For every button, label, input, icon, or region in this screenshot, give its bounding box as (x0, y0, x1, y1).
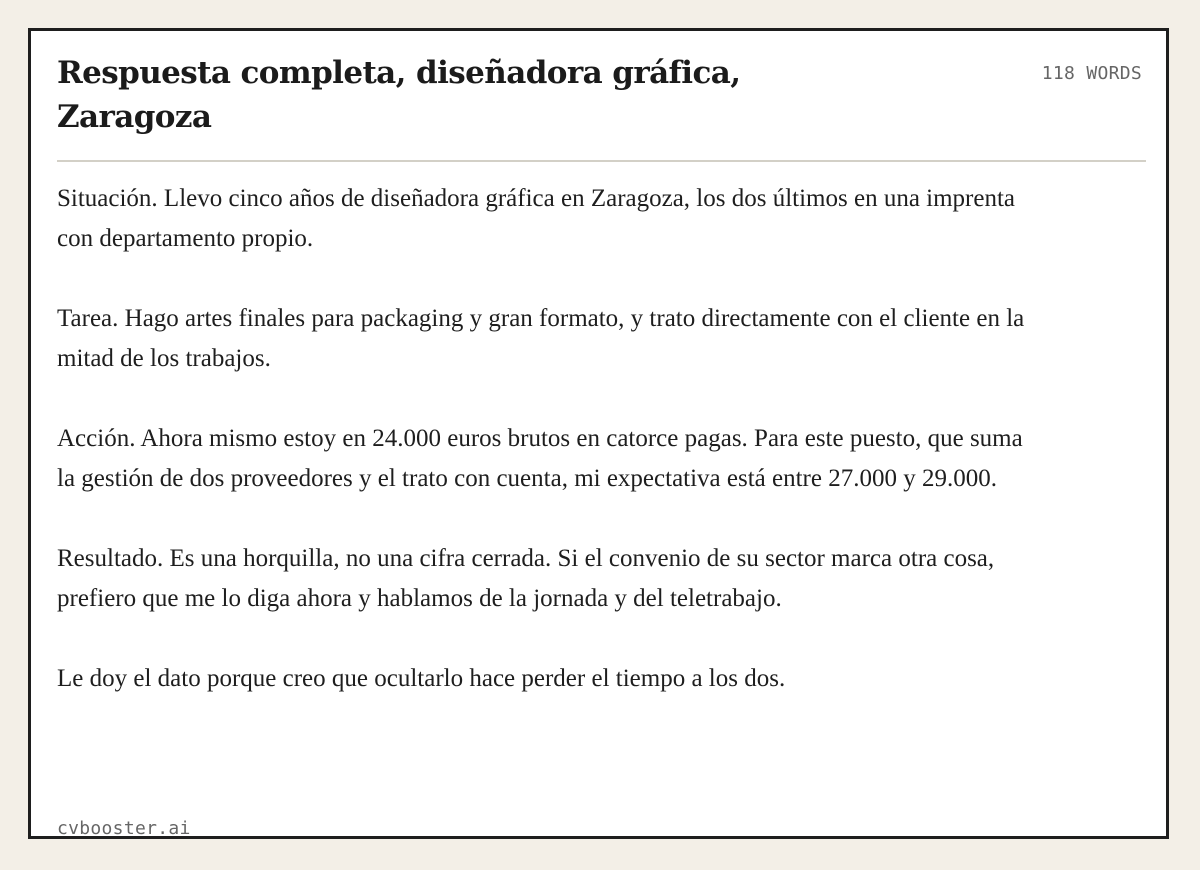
paragraph-closing: Le doy el dato porque creo que ocultarlo hace perder el tiempo a los dos. (57, 665, 786, 692)
word-count-badge: 118 WORDS (1041, 63, 1142, 84)
answer-card (28, 28, 1169, 839)
paragraph-situacion: Situación. Llevo cinco años de diseñadora gráfica en Zaragoza, los dos últimos en una imprenta con departamento propio. (57, 185, 1016, 252)
paragraph-resultado: Resultado. Es una horquilla, no una cifra cerrada. Si el convenio de su sector marca otra cosa, prefiero que me lo diga ahora y hablamos de la jornada y del teletrabajo. (57, 545, 995, 612)
paragraph-accion: Acción. Ahora mismo estoy en 24.000 euros brutos en catorce pagas. Para este puesto, que suma la gestión de dos proveedores y el trato con cuenta, mi expectativa está entre 27.000 y 29.000. (57, 425, 1023, 492)
card-title: Respuesta completa, diseñadora gráfica, Zaragoza (57, 55, 741, 135)
answer-body (57, 179, 1037, 739)
title-divider (57, 160, 1146, 162)
paragraph-tarea: Tarea. Hago artes finales para packaging y gran formato, y trato directamente con el cliente en la mitad de los trabajos. (57, 305, 1025, 372)
brand-footer: cvbooster.ai (57, 818, 191, 839)
